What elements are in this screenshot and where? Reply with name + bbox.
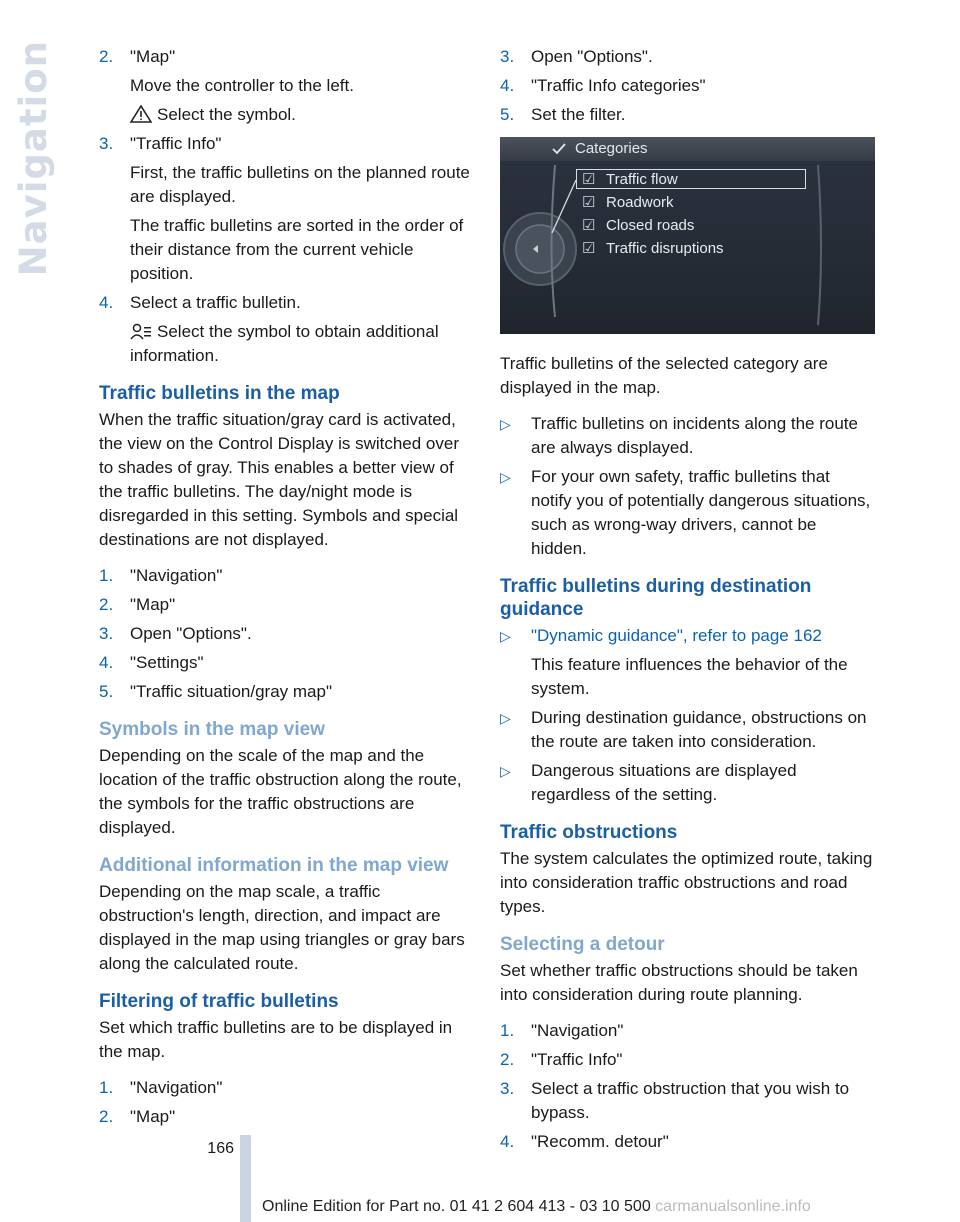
bullet-item — [500, 465, 875, 561]
category-item[interactable] — [582, 238, 724, 260]
triangle-bullet-icon: ▷ — [500, 416, 511, 432]
heading-symbols-map-view: Symbols in the map view — [99, 719, 325, 740]
step-text: Set the filter. — [531, 105, 626, 124]
step-number: 3. — [99, 134, 114, 153]
category-label: Traffic flow — [606, 171, 678, 188]
info-details-icon — [130, 322, 152, 340]
triangle-bullet-icon: ▷ — [500, 763, 511, 779]
step-text: "Settings" — [130, 653, 204, 672]
warning-triangle-icon — [130, 105, 152, 123]
checkbox-checked-icon: ☑ — [582, 240, 596, 257]
cross-reference-link[interactable]: "Dynamic guidance", refer to page 162 — [531, 626, 822, 645]
step-item — [99, 45, 475, 127]
step-number: 1. — [99, 566, 114, 585]
step-number: 4. — [99, 653, 114, 672]
step-number: 2. — [99, 47, 114, 66]
category-label: Traffic disruptions — [606, 240, 724, 257]
triangle-bullet-icon: ▷ — [500, 469, 511, 485]
screen-header — [500, 137, 875, 161]
paragraph: Set whether traffic obstructions should be taken into consideration during route planning. — [500, 961, 858, 1004]
step-item — [99, 132, 475, 286]
heading-selecting-detour: Selecting a detour — [500, 934, 665, 955]
bullet-item — [500, 759, 875, 807]
paragraph: Depending on the map scale, a traffic obstruction's length, direction, and impact are displayed in the map using triangles or gray bars along the calculated route. — [99, 882, 465, 973]
checkbox-checked-icon: ☑ — [582, 194, 596, 211]
paragraph: Traffic bulletins of the selected category are displayed in the map. — [500, 354, 828, 397]
step-item — [99, 1076, 475, 1100]
checkbox-checked-icon: ☑ — [582, 217, 596, 234]
step-text: Open "Options". — [531, 47, 653, 66]
step-subtext-with-icon — [130, 103, 475, 127]
step-number: 5. — [99, 682, 114, 701]
heading-additional-information: Additional information in the map view — [99, 855, 449, 876]
step-subtext: Move the controller to the left. — [130, 76, 354, 95]
category-label: Closed roads — [606, 217, 695, 234]
step-subtext: Select the symbol to obtain additional information. — [130, 322, 439, 365]
step-text: Open "Options". — [130, 624, 252, 643]
heading-destination-guidance: Traffic bulletins during destination guidance — [500, 576, 812, 620]
bullet-text: For your own safety, traffic bulletins that notify you of potentially dangerous situations, such as wrong-way drivers, cannot be hidden. — [531, 467, 871, 558]
step-text: Select a traffic obstruction that you wish to bypass. — [531, 1079, 850, 1122]
heading-traffic-obstructions: Traffic obstructions — [500, 822, 678, 843]
bullet-subtext: This feature influences the behavior of the system. — [531, 655, 848, 698]
step-text: "Traffic Info" — [130, 134, 222, 153]
step-number: 3. — [99, 624, 114, 643]
paragraph: Set which traffic bulletins are to be displayed in the map. — [99, 1018, 453, 1061]
step-item — [500, 1019, 875, 1043]
step-item — [99, 593, 475, 617]
bullet-text: Dangerous situations are displayed regardless of the setting. — [531, 761, 797, 804]
step-subtext-with-icon — [130, 320, 475, 368]
step-list — [500, 45, 875, 127]
step-item — [500, 103, 875, 127]
step-text: "Traffic Info" — [531, 1050, 623, 1069]
category-item[interactable] — [582, 215, 694, 237]
watermark: carmanualsonline.info — [655, 1198, 811, 1215]
heading-filtering-bulletins: Filtering of traffic bulletins — [99, 991, 339, 1012]
checkbox-checked-icon: ☑ — [582, 171, 596, 188]
step-number: 3. — [500, 1079, 515, 1098]
triangle-bullet-icon: ▷ — [500, 628, 511, 644]
bullet-text: Traffic bulletins on incidents along the route are always displayed. — [531, 414, 858, 457]
step-list — [99, 1076, 475, 1129]
step-subtext: Select the symbol. — [157, 105, 296, 124]
step-subtext: The traffic bulletins are sorted in the order of their distance from the current vehicle position. — [130, 216, 464, 283]
paragraph: The system calculates the optimized route, taking into consideration traffic obstructions and road types. — [500, 849, 873, 916]
step-text: "Navigation" — [531, 1021, 624, 1040]
step-text: "Map" — [130, 1107, 176, 1126]
step-item — [99, 651, 475, 675]
category-item[interactable] — [582, 192, 674, 214]
step-text: "Traffic situation/gray map" — [130, 682, 332, 701]
step-item — [500, 1130, 875, 1154]
step-item — [99, 291, 475, 368]
step-item — [99, 564, 475, 588]
step-text: Select a traffic bulletin. — [130, 293, 301, 312]
step-text: "Navigation" — [130, 566, 223, 585]
control-display-screenshot — [500, 137, 875, 334]
step-text: "Navigation" — [130, 1078, 223, 1097]
bullet-item — [500, 624, 875, 701]
step-number: 4. — [99, 293, 114, 312]
step-number: 1. — [99, 1078, 114, 1097]
step-list — [99, 564, 475, 704]
step-number: 3. — [500, 47, 515, 66]
step-item — [99, 622, 475, 646]
category-item[interactable] — [582, 169, 678, 191]
bullet-list — [500, 412, 875, 561]
step-list — [500, 1019, 875, 1154]
right-column — [500, 45, 875, 1159]
step-text: "Traffic Info categories" — [531, 76, 706, 95]
paragraph: Depending on the scale of the map and the location of the traffic obstruction along the route, the symbols for the traffic obstructions are displayed. — [99, 746, 462, 837]
paragraph: When the traffic situation/gray card is activated, the view on the Control Display is switched over to shades of gray. This enables a better view of the traffic bulletins. The day/night mode is disregarded in this setting. Symbols and special destinations are not displayed. — [99, 410, 459, 549]
step-text: "Recomm. detour" — [531, 1132, 669, 1151]
triangle-bullet-icon: ▷ — [500, 710, 511, 726]
step-number: 4. — [500, 1132, 515, 1151]
step-number: 2. — [500, 1050, 515, 1069]
step-text: "Map" — [130, 595, 176, 614]
footer-divider — [240, 1135, 251, 1222]
step-number: 2. — [99, 1107, 114, 1126]
step-subtext: First, the traffic bulletins on the planned route are displayed. — [130, 163, 470, 206]
category-label: Roadwork — [606, 194, 674, 211]
step-item — [500, 45, 875, 69]
left-column — [99, 45, 475, 1134]
step-item — [99, 1105, 475, 1129]
step-text: "Map" — [130, 47, 176, 66]
step-item — [500, 1077, 875, 1125]
page-number: 166 — [207, 1140, 234, 1157]
step-item — [99, 680, 475, 704]
bullet-item — [500, 412, 875, 460]
screen-title: Categories — [575, 140, 648, 157]
step-number: 4. — [500, 76, 515, 95]
step-number: 5. — [500, 105, 515, 124]
step-number: 2. — [99, 595, 114, 614]
edition-text: Online Edition for Part no. 01 41 2 604 413 - 03 10 500 carmanualsonline.info — [262, 1198, 811, 1215]
section-tab-navigation: Navigation — [12, 40, 55, 277]
step-number: 1. — [500, 1021, 515, 1040]
categories-filter-icon — [550, 140, 568, 166]
bullet-item — [500, 706, 875, 754]
bullet-list — [500, 624, 875, 807]
step-item — [500, 74, 875, 98]
step-item — [500, 1048, 875, 1072]
bullet-text: During destination guidance, obstructions on the route are taken into consideration. — [531, 708, 867, 751]
heading-traffic-bulletins-map: Traffic bulletins in the map — [99, 383, 340, 404]
